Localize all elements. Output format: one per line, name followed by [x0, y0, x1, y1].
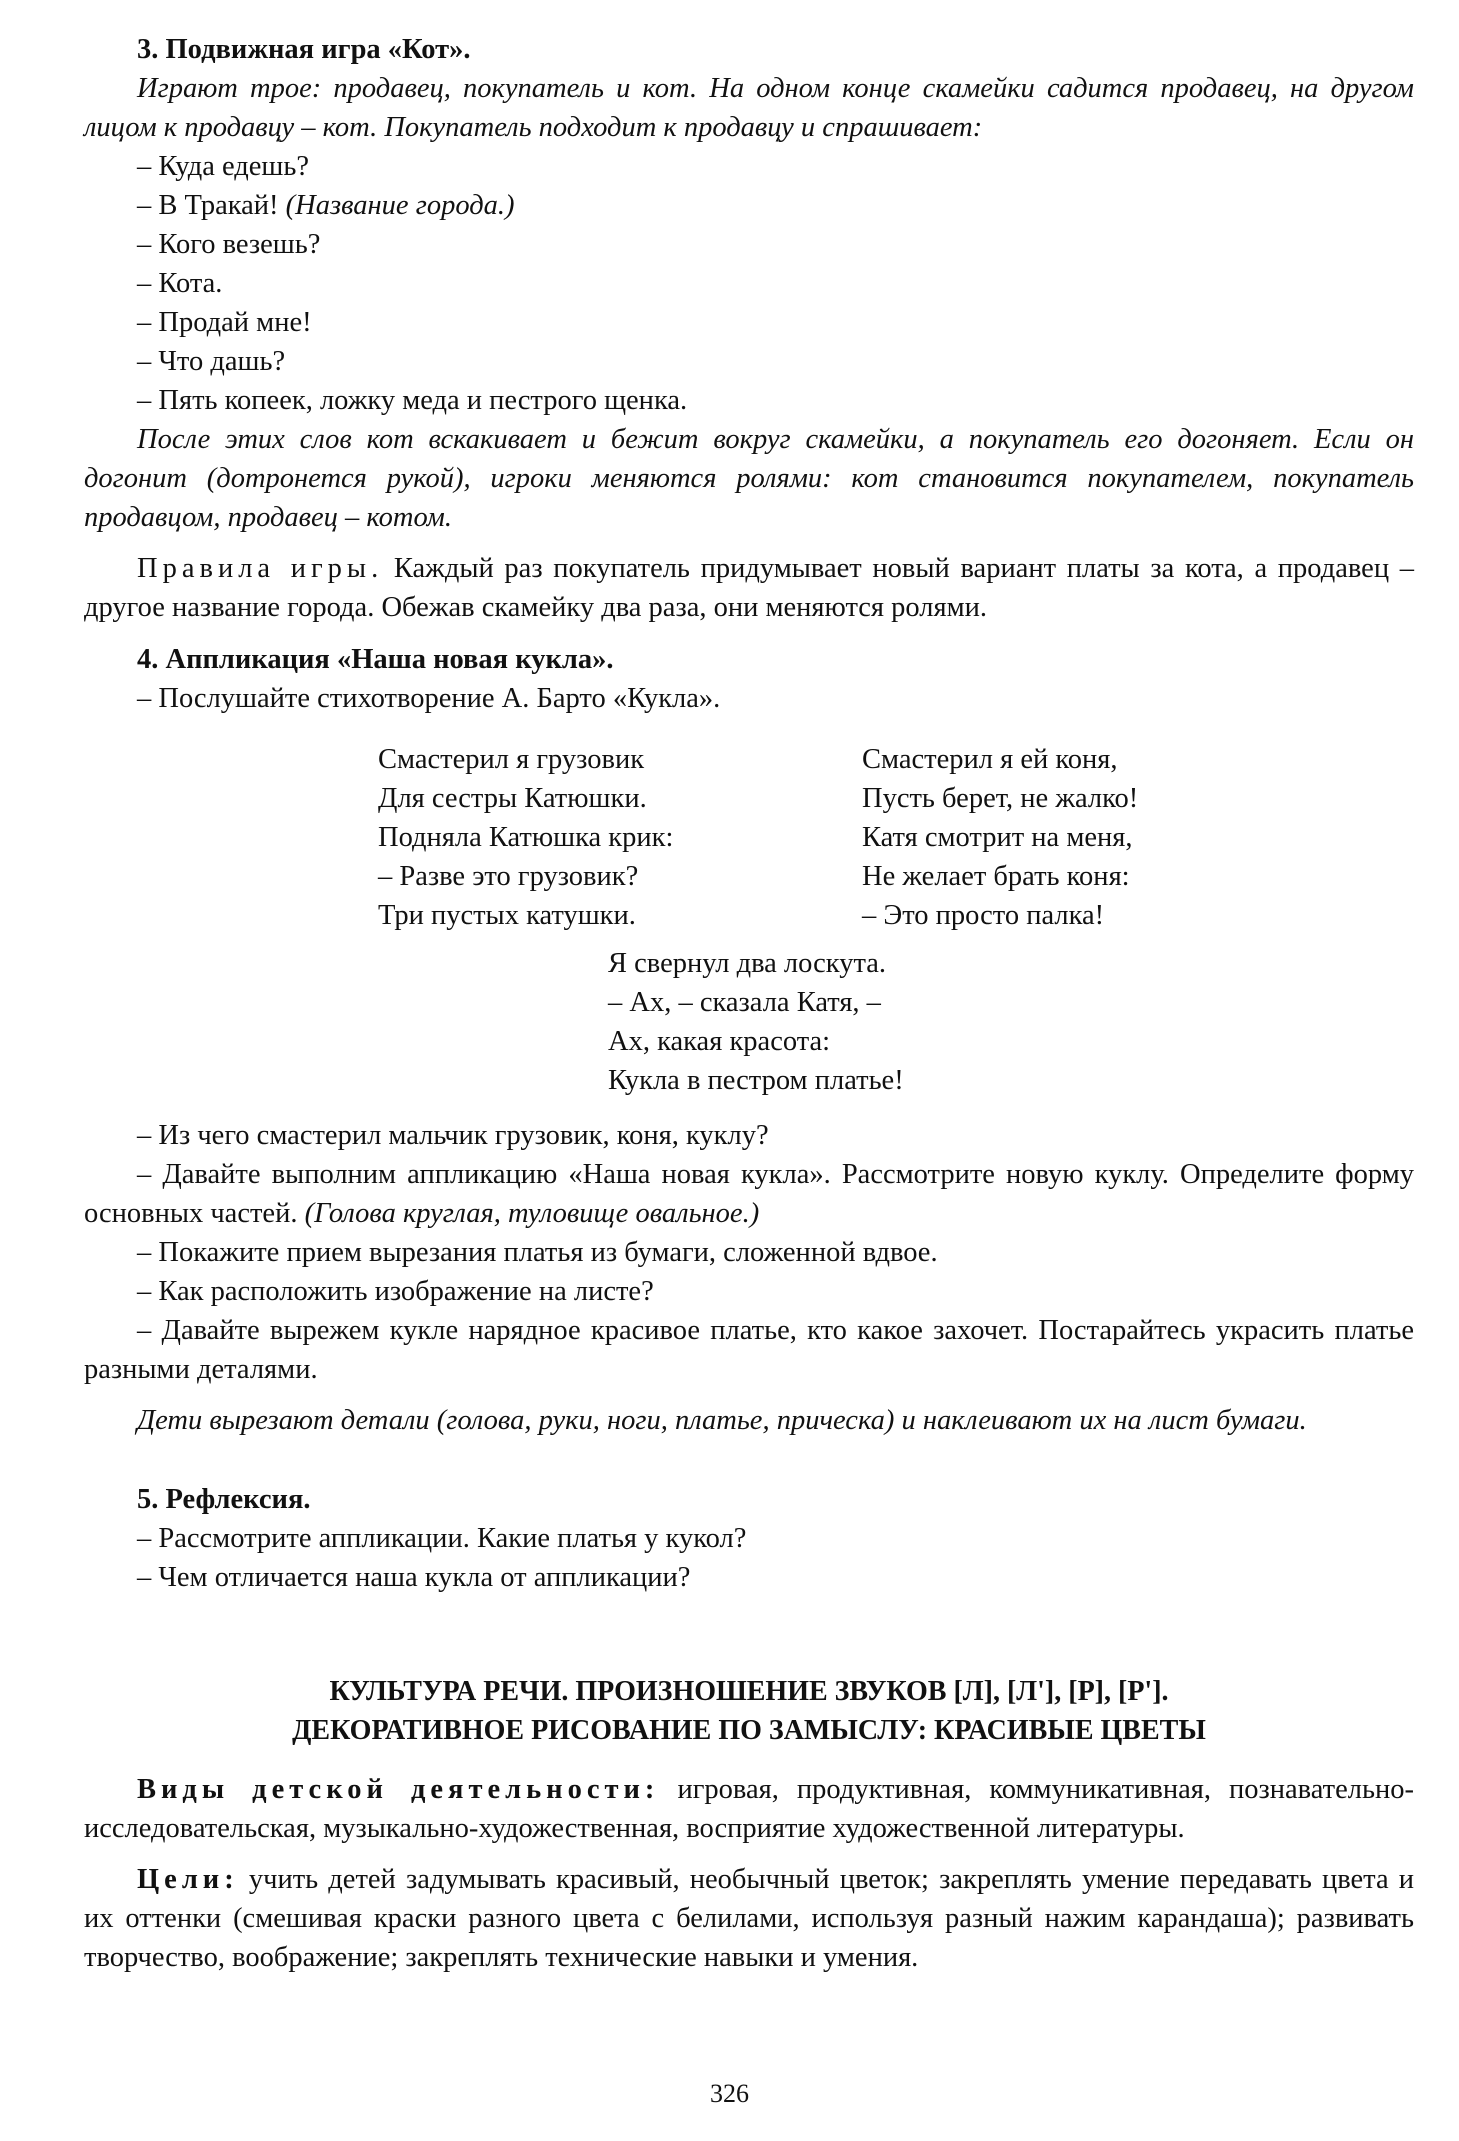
dialog-line: – В Тракай! (Название города.)	[137, 190, 515, 221]
question-line: – Как расположить изображение на листе?	[137, 1276, 654, 1307]
section-5	[84, 1480, 1414, 1597]
section-4-lead: – Послушайте стихотворение А. Барто «Кукла».	[137, 683, 721, 714]
poem-line: Я свернул два лоскута.	[608, 948, 887, 979]
question-line: – Из чего смастерил мальчик грузовик, коня, куклу?	[137, 1120, 769, 1151]
page-number: 326	[710, 2079, 749, 2108]
section-3	[84, 30, 1414, 627]
poem-line: Три пустых катушки.	[378, 900, 636, 931]
question-line: – Рассмотрите аппликации. Какие платья у кукол?	[137, 1523, 747, 1554]
lesson-title-line-1: КУЛЬТУРА РЕЧИ. ПРОИЗНОШЕНИЕ ЗВУКОВ [Л], [Л'], [Р], [Р'].	[329, 1676, 1169, 1707]
section-4-heading: 4. Аппликация «Наша новая кукла».	[137, 644, 614, 675]
poem-line: – Разве это грузовик?	[378, 861, 639, 892]
game-rules: Правила игры. Каждый раз покупатель придумывает новый вариант платы за кота, а продавец – другое название города. Обежав скамейку два раза, они меняются ролями.	[84, 553, 1414, 623]
lesson-info	[84, 1770, 1414, 1977]
dialog-note: (Название города.)	[285, 190, 515, 221]
activity-types-label: Виды детской деятельности:	[137, 1774, 660, 1805]
dialog-line: – Кота.	[137, 268, 223, 299]
poem-line: Смастерил я грузовик	[378, 744, 645, 775]
question-line: – Покажите прием вырезания платья из бумаги, сложенной вдвое.	[137, 1237, 938, 1268]
activity-types: Виды детской деятельности: игровая, продуктивная, коммуникативная, познавательно-исследовательская, музыкально-художественная, восприятие художественной литературы.	[84, 1774, 1414, 1844]
lesson-title-line-2: ДЕКОРАТИВНОЕ РИСОВАНИЕ ПО ЗАМЫСЛУ: КРАСИВЫЕ ЦВЕТЫ	[292, 1715, 1206, 1746]
poem-line: – Это просто палка!	[862, 900, 1105, 931]
lesson-goals-label: Цели:	[137, 1864, 239, 1895]
poem-line: Смастерил я ей коня,	[862, 744, 1118, 775]
section-4-questions	[84, 1116, 1414, 1440]
poem-line: Пусть берет, не жалко!	[862, 783, 1139, 814]
dialog-line: – Продай мне!	[137, 307, 312, 338]
dialog-list	[84, 147, 1414, 420]
lesson-goals: Цели: учить детей задумывать красивый, необычный цветок; закреплять умение передавать цвета и их оттенки (смешивая краски разного цвета с белилами, используя разный нажим карандаша); развивать творчество, воображение; закреплять технические навыки и умения.	[84, 1864, 1414, 1973]
poem-right-column	[862, 740, 1138, 935]
poem-line: Катя смотрит на меня,	[862, 822, 1133, 853]
section-4	[84, 640, 1414, 718]
poem-left-column	[378, 740, 673, 935]
question-line: – Давайте выполним аппликацию «Наша новая кукла». Рассмотрите новую куклу. Определите форму основных частей. (Голова круглая, туловище овальное.)	[84, 1159, 1414, 1229]
poem-line: – Ах, – сказала Катя, –	[608, 987, 881, 1018]
dialog-line: – Пять копеек, ложку меда и пестрого щенка.	[137, 385, 688, 416]
question-line: – Чем отличается наша кукла от аппликации?	[137, 1562, 691, 1593]
poem-line: Для сестры Катюшки.	[378, 783, 647, 814]
question-note: (Голова круглая, туловище овальное.)	[304, 1198, 760, 1229]
dialog-line: – Куда едешь?	[137, 151, 309, 182]
dialog-line: – Кого везешь?	[137, 229, 321, 260]
section-3-after: После этих слов кот вскакивает и бежит вокруг скамейки, а покупатель его догоняет. Если он догонит (дотронется рукой), игроки меняются ролями: кот становится покупателем, покупатель продавцом, продавец – котом.	[84, 424, 1414, 533]
poem-line: Ах, какая красота:	[608, 1026, 831, 1057]
kids-activity: Дети вырезают детали (голова, руки, ноги, платье, прическа) и наклеивают их на лист бумаги.	[137, 1405, 1307, 1436]
game-rules-label: Правила игры.	[137, 553, 384, 584]
dialog-line: – Что дашь?	[137, 346, 286, 377]
section-3-heading: 3. Подвижная игра «Кот».	[137, 34, 471, 65]
poem-line: Подняла Катюшка крик:	[378, 822, 674, 853]
poem-line: Не желает брать коня:	[862, 861, 1130, 892]
poem-line: Кукла в пестром платье!	[608, 1065, 904, 1096]
section-5-heading: 5. Рефлексия.	[137, 1484, 311, 1515]
section-3-intro: Играют трое: продавец, покупатель и кот. На одном конце скамейки садится продавец, на другом лицом к продавцу – кот. Покупатель подходит к продавцу и спрашивает:	[84, 73, 1414, 143]
poem-center-column	[608, 944, 904, 1100]
question-line: – Давайте вырежем кукле нарядное красивое платье, кто какое захочет. Постарайтесь украсить платье разными деталями.	[84, 1315, 1414, 1385]
